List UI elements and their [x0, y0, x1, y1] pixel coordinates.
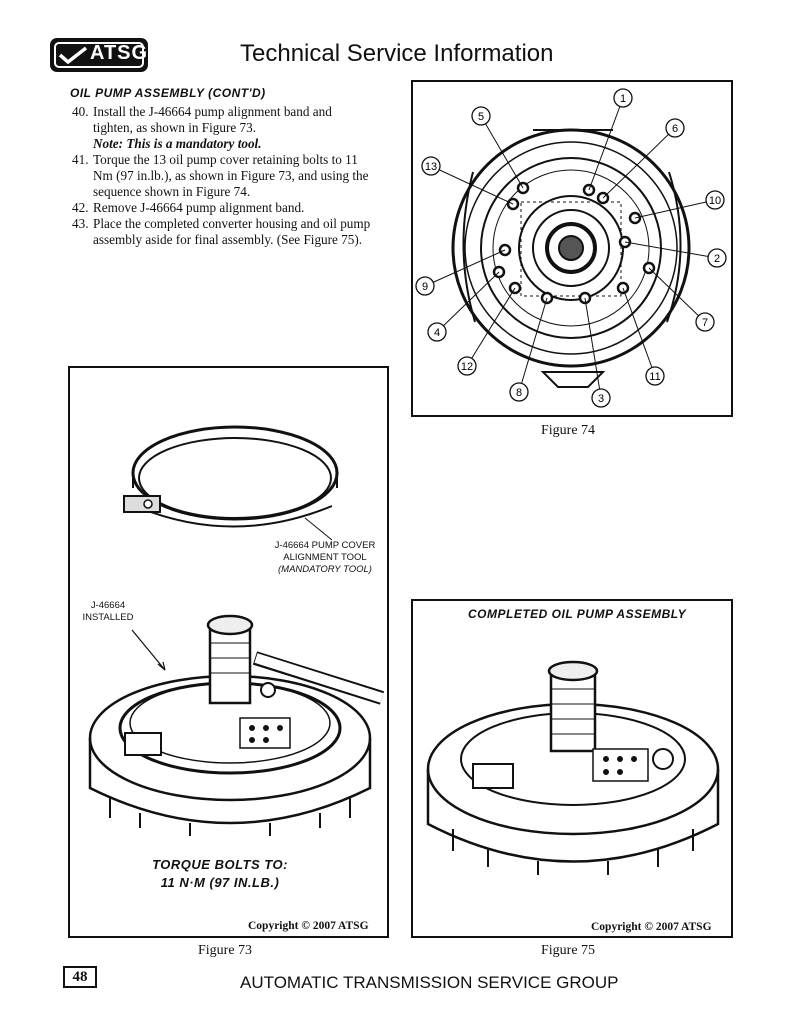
bolt-leader-line	[481, 116, 523, 188]
figure-75-copyright: Copyright © 2007 ATSG	[591, 921, 712, 933]
bolt-label: 5	[477, 111, 485, 123]
bolt-label: 8	[515, 387, 523, 399]
torque-line: 11 N·M (97 IN.LB.)	[160, 875, 280, 890]
bolt-leader-line	[623, 288, 655, 376]
figure-74-caption: Figure 74	[541, 423, 596, 438]
bolt-label: 10	[708, 195, 722, 207]
bolt-leader-line	[625, 242, 717, 258]
step-number: 43.	[72, 216, 89, 231]
step-list	[72, 104, 372, 248]
step-number: 42.	[72, 200, 89, 215]
bolt-leader-line	[519, 298, 547, 392]
alignment-tool-callout-line: ALIGNMENT TOOL	[283, 552, 367, 563]
bolt-label: 6	[671, 123, 679, 135]
step-text: Remove J-46664 pump alignment band.	[93, 200, 305, 215]
bolt-leader-line	[649, 268, 705, 322]
torque-line: TORQUE BOLTS TO:	[152, 857, 288, 872]
step-number: 41.	[72, 152, 89, 167]
completed-assembly-title: COMPLETED OIL PUMP ASSEMBLY	[468, 607, 687, 621]
bolt-label: 4	[433, 327, 441, 339]
mandatory-tool-note: (MANDATORY TOOL)	[278, 564, 372, 575]
step-item	[72, 104, 372, 152]
torque-specification	[130, 856, 310, 892]
alignment-tool-callout	[265, 540, 385, 576]
step-item	[72, 200, 372, 216]
bolt-label: 11	[649, 371, 661, 383]
bolt-leader-line	[635, 200, 715, 218]
footer-text: AUTOMATIC TRANSMISSION SERVICE GROUP	[240, 973, 619, 992]
bolt-label: 13	[424, 161, 438, 173]
figure-75-frame	[411, 599, 733, 938]
bolt-leader-line	[431, 166, 513, 204]
bolt-leader-line	[467, 288, 515, 366]
logo-text: ATSG	[90, 42, 149, 64]
completed-pump-illustration	[413, 629, 731, 929]
installed-callout-line: J-46664	[90, 600, 126, 611]
step-item	[72, 152, 372, 200]
bolt-leader-line	[437, 272, 499, 332]
bolt-label: 1	[619, 93, 627, 105]
figure-74-frame	[411, 80, 733, 417]
step-item	[72, 216, 372, 248]
step-note: Note: This is a mandatory tool.	[93, 136, 262, 151]
step-text: Place the completed converter housing and oil pump assembly aside for final assembly. (See Figure 75).	[93, 216, 371, 247]
installed-callout-line: INSTALLED	[82, 612, 134, 623]
page-title: Technical Service Information	[240, 40, 554, 67]
bolt-label: 12	[460, 361, 474, 373]
alignment-tool-callout-line: J-46664 PUMP COVER	[274, 540, 376, 551]
step-number: 40.	[72, 104, 89, 119]
bolt-label: 2	[713, 253, 721, 265]
figure-73-caption: Figure 73	[198, 943, 253, 958]
bolt-label: 7	[701, 317, 709, 329]
bolt-label: 3	[597, 393, 605, 405]
section-heading: OIL PUMP ASSEMBLY (CONT'D)	[70, 86, 266, 100]
figure-73-frame	[68, 366, 389, 938]
figure-75-caption: Figure 75	[541, 943, 596, 958]
bolt-label: 9	[421, 281, 429, 293]
installed-callout	[78, 600, 138, 624]
step-text: Install the J-46664 pump alignment band and tighten, as shown in Figure 73.	[93, 104, 332, 135]
step-text: Torque the 13 oil pump cover retaining bolts to 11 Nm (97 in.lb.), as shown in Figure 73, and using the sequence shown in Figure 74.	[93, 152, 369, 199]
alignment-band-illustration	[70, 368, 387, 936]
logo-check-icon	[58, 46, 88, 64]
atsg-logo	[50, 38, 148, 72]
figure-73-copyright: Copyright © 2007 ATSG	[248, 920, 369, 932]
pump-bolt-sequence-diagram	[413, 82, 731, 415]
page-number: 48	[63, 966, 97, 988]
